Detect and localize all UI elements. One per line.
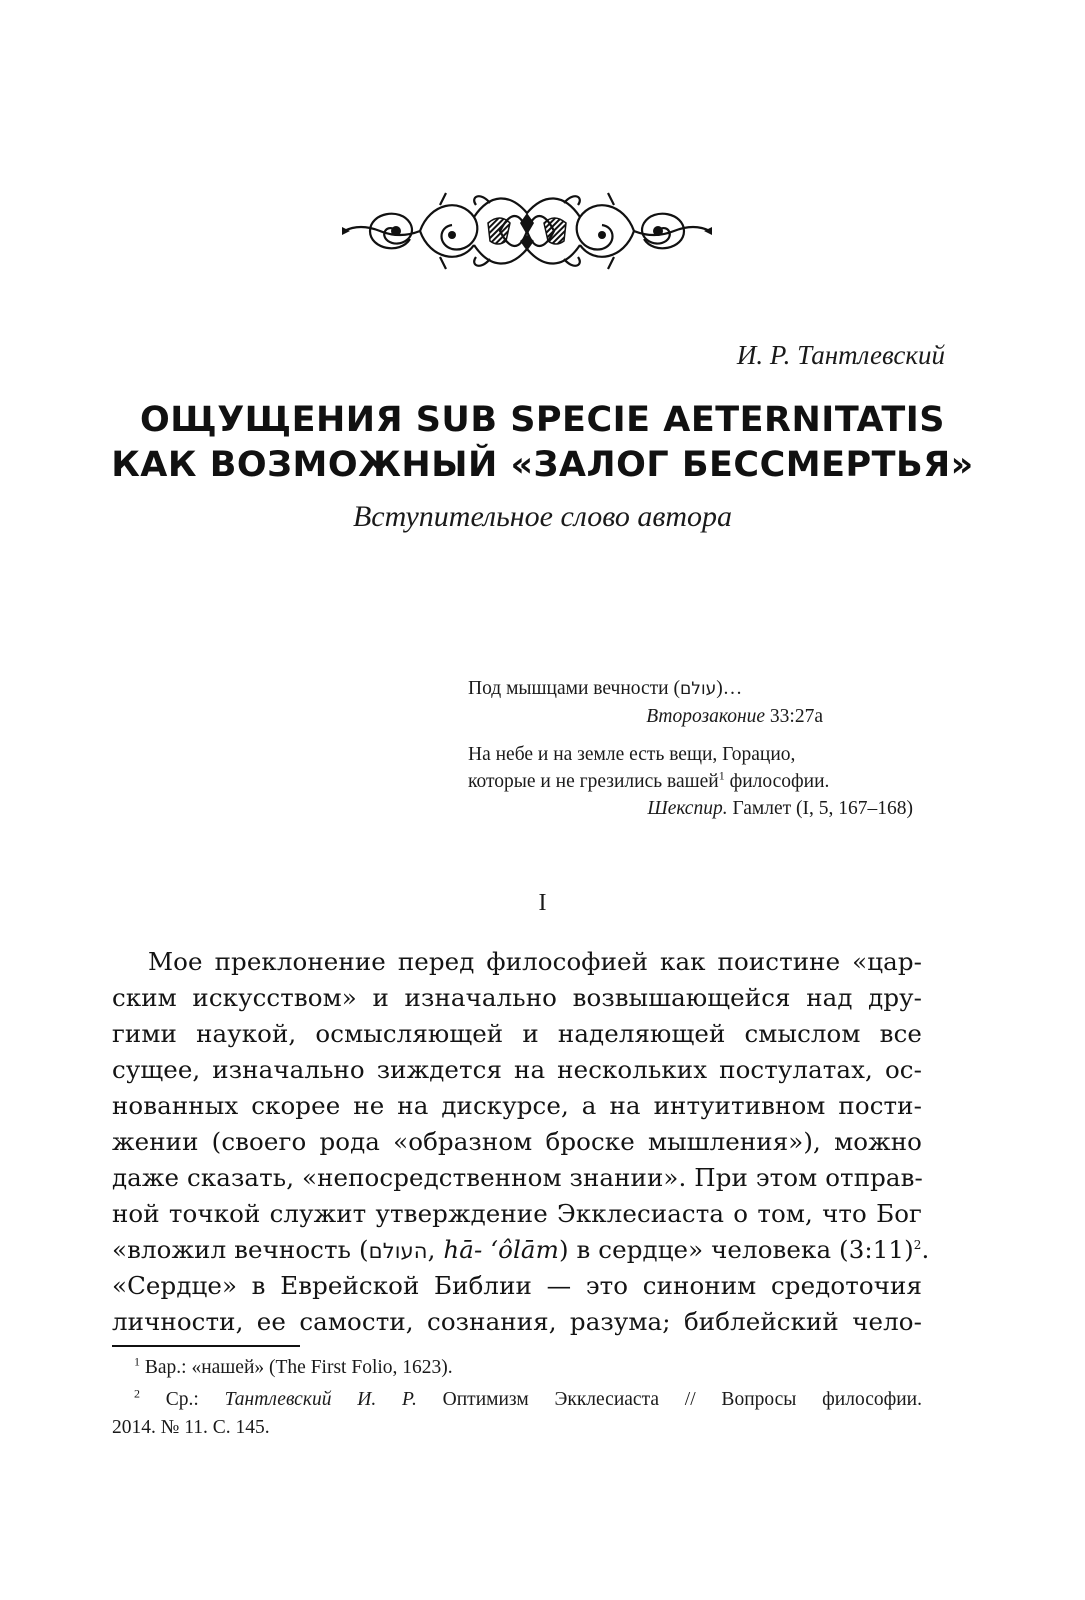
body-line: даже сказать, «непосредственном знании». При этом отправ- [112, 1163, 923, 1192]
footnote-ref-1[interactable]: 1 [718, 768, 725, 783]
body-line: ной точкой служит утверждение Экклесиаста о том, что Бог [112, 1199, 922, 1228]
body-line: «вложил вечность (העולם, hā- ‘ôlām) в сердце» человека (3:11)$^2$. [112, 1235, 930, 1264]
body-line: Мое преклонение перед философией как поистине «цар- [148, 947, 922, 976]
body-line: гими наукой, осмысляющей и наделяющей смыслом все [112, 1019, 922, 1048]
transliteration: hā- ‘ôlām [443, 1235, 559, 1264]
body-line: ским искусством» и изначально возвышающейся над дру- [112, 983, 922, 1012]
section-number: I [538, 890, 547, 916]
body-line: сущее, изначально зиждется на нескольких постулатах, ос- [112, 1055, 922, 1084]
footnote-separator [112, 1345, 300, 1347]
body-line: «Сердце» в Еврейской Библии — это синоним средоточия [112, 1271, 922, 1300]
hebrew-word: העולם [368, 1239, 428, 1263]
subtitle: Вступительное слово автора [352, 500, 733, 533]
epigraph-2-line-2: которые и не грезились вашей$^1$ философии. [468, 768, 830, 792]
epigraph-2-source: Шекспир. Гамлет (I, 5, 167–168) [647, 798, 913, 819]
author-name: И. Р. Тантлевский [736, 340, 945, 370]
footnote-ref-2[interactable]: 2 [913, 1237, 922, 1252]
body-line: нованных скорее не на дискурсе, а на интуитивном пости- [112, 1091, 922, 1120]
footnote-1: $^1$ Вар.: «нашей» (The First Folio, 1623). [134, 1354, 453, 1378]
footnote-2-line-2: 2014. № 11. С. 145. [112, 1417, 270, 1438]
body-line: жении (своего рода «образном броске мышления»), можно [112, 1127, 922, 1156]
title-line-2: КАК ВОЗМОЖНЫЙ «ЗАЛОГ БЕССМЕРТЬЯ» [111, 445, 974, 485]
title-line-1: ОЩУЩЕНИЯ SUB SPECIE AETERNITATIS [140, 400, 945, 440]
epigraph-2-line-1: На небе и на земле есть вещи, Горацио, [468, 744, 796, 765]
epigraph-1-text: Под мышцами вечности (עולם)… [468, 678, 743, 699]
hebrew-word: עולם [680, 679, 717, 699]
ornament-headpiece [340, 183, 714, 279]
epigraph-1-source: Второзаконие 33:27a [646, 706, 823, 727]
body-line: личности, ее самости, сознания, разума; библейский чело- [112, 1307, 922, 1336]
footnote-2: $^2$ Ср.: Тантлевский И. Р. Оптимизм Экклесиаста // Вопросы философии. [134, 1386, 922, 1410]
